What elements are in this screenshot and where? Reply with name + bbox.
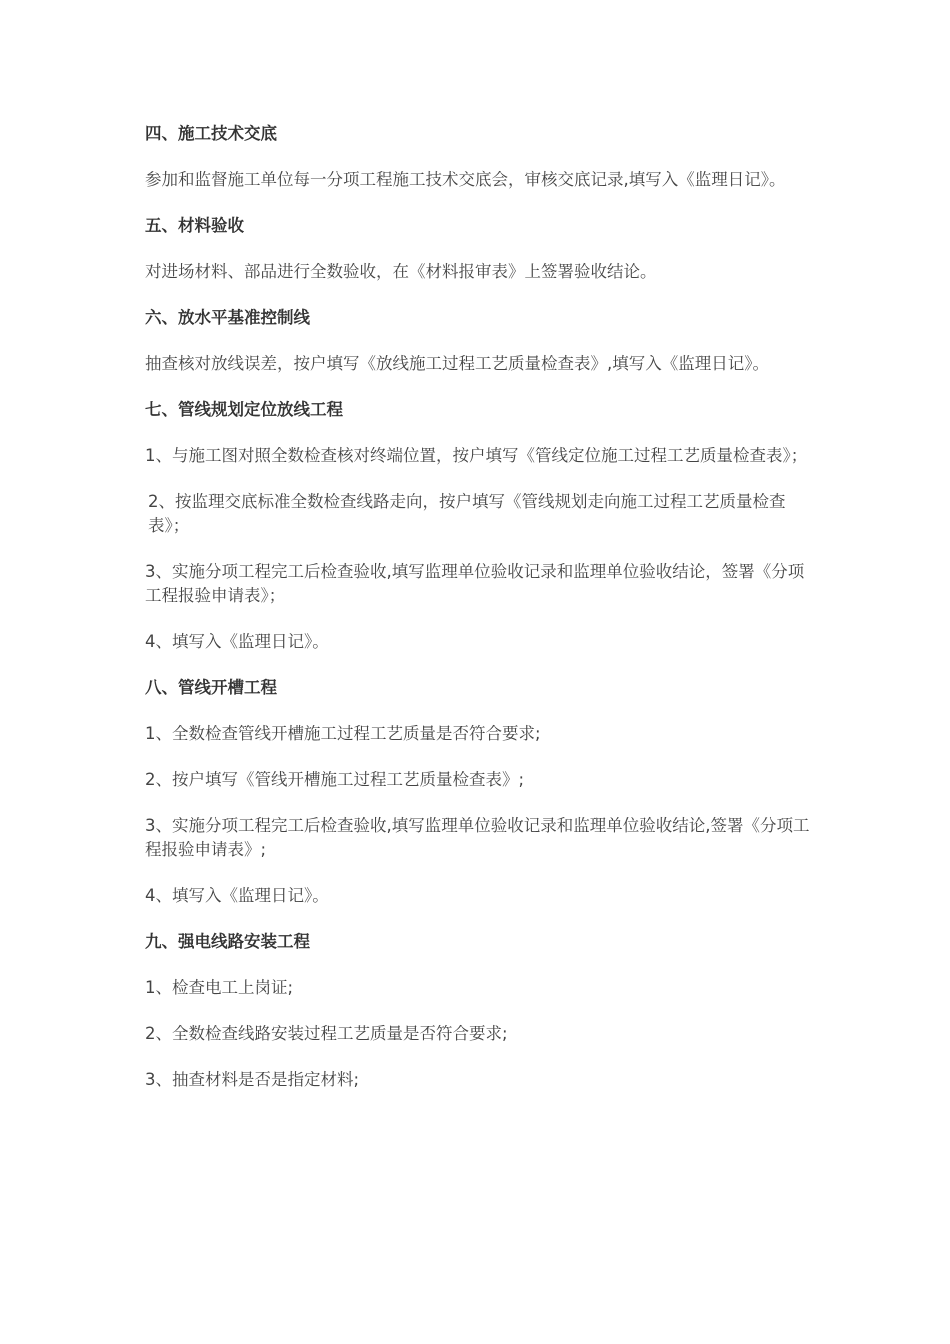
section-heading: 四、施工技术交底 (145, 124, 277, 143)
section-heading: 八、管线开槽工程 (145, 678, 277, 697)
paragraph: 4、填写入《监理日记》。 (145, 886, 329, 905)
paragraph: 参加和监督施工单位每一分项工程施工技术交底会，审核交底记录,填写入《监理日记》。 (145, 170, 786, 189)
section-heading: 六、放水平基准控制线 (145, 308, 310, 327)
paragraph: 1、全数检查管线开槽施工过程工艺质量是否符合要求; (145, 724, 541, 743)
paragraph: 1、检查电工上岗证; (145, 978, 294, 997)
section-9 (145, 930, 810, 1092)
section-heading: 九、强电线路安装工程 (145, 932, 310, 951)
document-page (145, 122, 810, 1114)
paragraph: 4、填写入《监理日记》。 (145, 632, 329, 651)
section-5 (145, 214, 810, 284)
section-heading: 五、材料验收 (145, 216, 244, 235)
section-heading: 七、管线规划定位放线工程 (145, 400, 343, 419)
paragraph: 3、抽查材料是否是指定材料; (145, 1070, 360, 1089)
paragraph: 2、按监理交底标准全数检查线路走向，按户填写《管线规划走向施工过程工艺质量检查表》； (148, 492, 786, 535)
section-8 (145, 676, 810, 908)
section-4 (145, 122, 810, 192)
paragraph: 3、实施分项工程完工后检查验收,填写监理单位验收记录和监理单位验收结论,签署《分项工程报验申请表》; (145, 816, 810, 859)
paragraph: 抽查核对放线误差，按户填写《放线施工过程工艺质量检查表》,填写入《监理日记》。 (145, 354, 769, 373)
paragraph: 对进场材料、部品进行全数验收，在《材料报审表》上签署验收结论。 (145, 262, 657, 281)
section-6 (145, 306, 810, 376)
paragraph: 2、全数检查线路安装过程工艺质量是否符合要求; (145, 1024, 508, 1043)
paragraph: 2、按户填写《管线开槽施工过程工艺质量检查表》; (145, 770, 525, 789)
section-7 (145, 398, 810, 654)
paragraph: 3、实施分项工程完工后检查验收,填写监理单位验收记录和监理单位验收结论，签署《分项工程报验申请表》； (145, 562, 805, 605)
paragraph: 1、与施工图对照全数检查核对终端位置，按户填写《管线定位施工过程工艺质量检查表》； (145, 446, 808, 465)
